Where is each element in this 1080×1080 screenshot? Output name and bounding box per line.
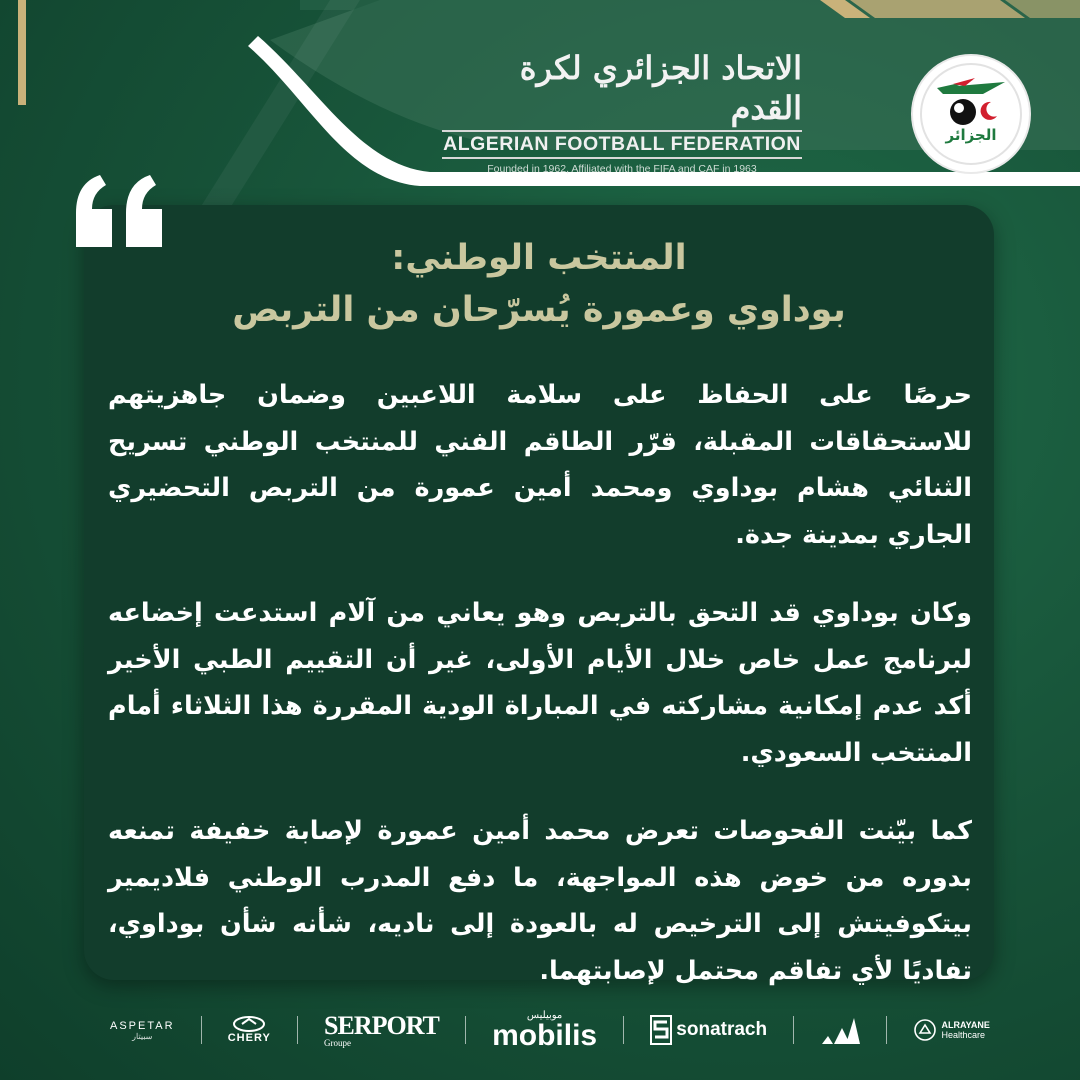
sponsor-alrayane-subtitle: Healthcare [941, 1030, 986, 1040]
sponsor-divider [793, 1016, 794, 1044]
statement-title-line1: المنتخب الوطني: [391, 238, 687, 278]
federation-logo [913, 56, 1029, 172]
sponsor-chery-name: CHERY [227, 1032, 271, 1044]
sponsor-alrayane-name: ALRAYANE [941, 1020, 990, 1030]
sonatrach-logo-icon [650, 1015, 672, 1045]
statement-title-line2: بوداوي وعمورة يُسرّحان من التربص [232, 290, 846, 330]
sponsor-serport [324, 1010, 439, 1048]
sponsor-divider [297, 1016, 298, 1044]
federation-english-name: ALGERIAN FOOTBALL FEDERATION [442, 130, 802, 159]
sponsor-mobilis-name: mobilis [492, 1019, 598, 1052]
sponsor-divider [465, 1016, 466, 1044]
sponsor-divider [623, 1016, 624, 1044]
sponsor-adidas [820, 1016, 860, 1044]
statement-paragraph: كما بيّنت الفحوصات تعرض محمد أمين عمورة لإصابة خفيفة تمنعه بدوره من خوض هذه المواجهة، ما دفع المدرب الوطني فلاديمير بيتكوفيتش إلى الترخيص له بالعودة إلى ناديه، شأنه شأن بوداوي، تفاديًا لأي تفاقم محتمل لإصابتهما. [108, 816, 972, 986]
federation-arabic-name: الاتحاد الجزائري لكرة القدم [519, 49, 802, 127]
sponsor-mobilis [492, 1010, 597, 1050]
sponsor-sonatrach-name: sonatrach [676, 1019, 768, 1040]
statement-paragraph: وكان بوداوي قد التحق بالتربص وهو يعاني من آلام استدعت إخضاعه لبرنامج عمل خاص خلال الأيام الأولى، غير أن التقييم الطبي الأخير أكد عدم إمكانية مشاركته في المباراة الودية المقررة هذا الثلاثاء أمام المنتخب السعودي. [108, 598, 972, 768]
sponsor-serport-subtitle: Groupe [324, 1037, 352, 1048]
sponsor-aspetar-name: ASPETAR [110, 1019, 175, 1032]
federation-emblem-icon [913, 56, 1029, 172]
sponsor-alrayane [913, 1018, 989, 1042]
adidas-logo-icon [820, 1016, 860, 1044]
alrayane-logo-icon [913, 1018, 937, 1042]
sponsor-sonatrach [650, 1015, 767, 1045]
statement-paragraph: حرصًا على الحفاظ على سلامة اللاعبين وضمان جاهزيتهم للاستحقاقات المقبلة، قرّر الطاقم الفني للمنتخب الوطني تسريح الثنائي هشام بوداوي ومحمد أمين عمورة من التربص التحضيري الجاري بمدينة جدة. [108, 380, 972, 550]
sponsor-aspetar [110, 1020, 175, 1041]
sponsor-divider [201, 1016, 202, 1044]
statement-body [108, 372, 972, 1026]
sponsor-divider [886, 1016, 887, 1044]
sponsor-aspetar-subtitle: سبيتار [132, 1031, 153, 1041]
federation-logo-text: الجزائر [945, 126, 997, 144]
chery-logo-icon [232, 1016, 266, 1032]
sponsor-chery [228, 1016, 271, 1044]
sponsor-serport-name: SERPORT [324, 1010, 439, 1040]
sponsor-mobilis-subtitle: موبيليس [526, 1010, 563, 1021]
sponsors-bar [110, 1008, 990, 1052]
federation-header [442, 48, 802, 175]
statement-title [84, 232, 994, 336]
federation-founded-text: Founded in 1962, Affiliated with the FIFA and CAF in 1963 [487, 163, 757, 175]
